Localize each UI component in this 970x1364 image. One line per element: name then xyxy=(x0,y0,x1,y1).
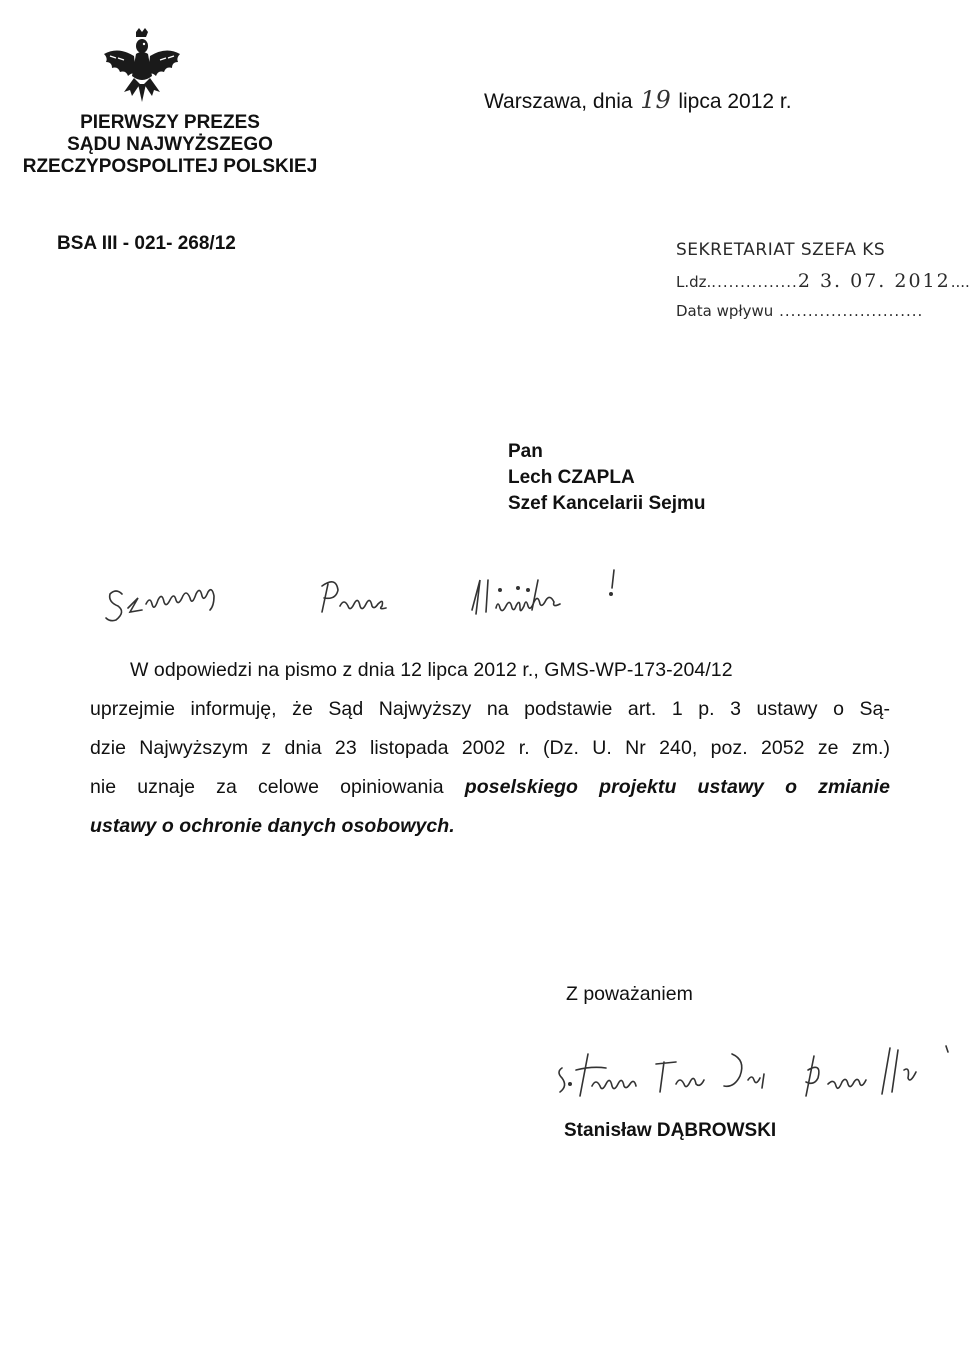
signer-name: Stanisław DĄBROWSKI xyxy=(564,1120,777,1141)
body-line-5-emphasis: ustawy o ochronie danych osobowych. xyxy=(90,815,455,837)
recipient-line-2: Lech CZAPLA xyxy=(508,467,635,488)
body-line-3: dzie Najwyższym z dnia 23 listopada 2002 r. (Dz. U. Nr 240, poz. 2052 ze zm.) xyxy=(90,737,890,759)
institution-line-1: PIERWSZY PREZES xyxy=(80,112,260,133)
handwritten-salutation xyxy=(100,564,740,636)
stamp-ldz-value: 2 3. 07. 2012 xyxy=(797,270,951,292)
date-suffix: lipca 2012 r. xyxy=(678,90,792,113)
date-day-handwritten: 19 xyxy=(640,86,671,114)
recipient-block xyxy=(508,439,705,517)
body-line-4-emphasis: poselskiego projektu ustawy o zmianie xyxy=(464,776,891,798)
date-prefix: Warszawa, dnia xyxy=(484,90,633,113)
date-line xyxy=(484,86,792,114)
recipient-line-1: Pan xyxy=(508,441,543,462)
body-line-1: W odpowiedzi na pismo z dnia 12 lipca 2012 r., GMS-WP-173-204/12 xyxy=(130,659,733,681)
stamp-received-label: Data wpływu xyxy=(676,302,774,320)
stamp-ldz-label: L.dz. xyxy=(676,273,712,291)
recipient-line-3: Szef Kancelarii Sejmu xyxy=(508,493,706,514)
stamp-title: SEKRETARIAT SZEFA KS xyxy=(676,240,886,260)
reference-number: BSA III - 021- 268/12 xyxy=(57,233,236,254)
eagle-emblem-icon xyxy=(96,28,188,108)
closing-regards: Z poważaniem xyxy=(566,983,693,1005)
handwritten-signature xyxy=(552,1040,962,1116)
body-line-2: uprzejmie informuję, że Sąd Najwyższy na podstawie art. 1 p. 3 ustawy o Są- xyxy=(90,698,890,720)
letter-body xyxy=(90,651,890,846)
stamp-ldz-row: L.dz................2 3. 07. 2012.... xyxy=(676,270,970,292)
stamp-received-row: Data wpływu ......................... xyxy=(676,302,924,320)
institution-line-2: SĄDU NAJWYŻSZEGO xyxy=(67,134,273,155)
body-line-4 xyxy=(90,768,890,807)
body-line-4-plain: nie uznaje za celowe opiniowania xyxy=(90,776,444,798)
institution-line-3: RZECZYPOSPOLITEJ POLSKIEJ xyxy=(22,156,318,177)
institution-name xyxy=(0,112,340,178)
registry-stamp xyxy=(676,240,970,320)
